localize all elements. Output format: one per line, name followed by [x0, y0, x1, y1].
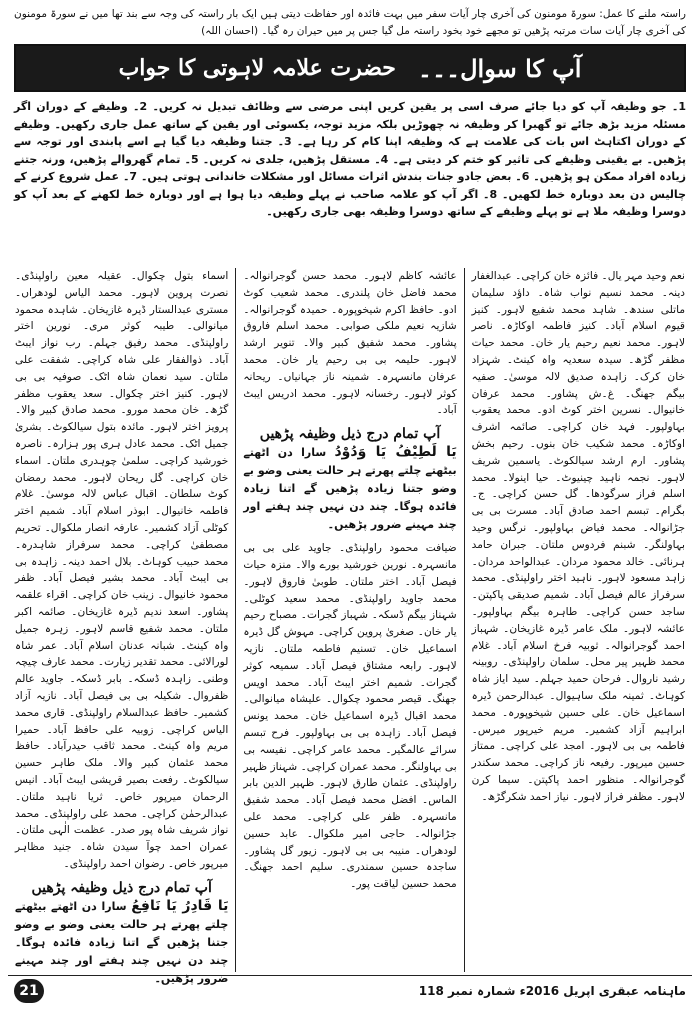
wazifa-arabic: یَا لَطِیْفُ یَا وَدُوْدُ [334, 444, 457, 461]
names-list: نعم وحید مہر یال۔ فائزہ خان کراچی۔ عبدالغفار دینہ۔ محمد نسیم نواب شاہ۔ داؤد سلیمان ماتلی سندھ۔ شاہد محمد شفیع لاہور۔ کنیز قیوم اسلام آباد۔ کنیز فاطمہ اوکاڑہ۔ ناصر لاہور۔ محمد نعیم رحیم یار خان۔ محمد حیات مظفر گڑھ۔ سیدہ سعدیہ واہ کینٹ۔ شہزاد خان کرک۔ زاہدہ صدیق لالہ موسیٰ۔ صفیہ بیگم جھنگ۔ غ۔ش پشاور۔ محمد عرفان خانیوال۔ نسرین اختر کوٹ ادو۔ محمد یعقوب بہاولپور۔ فہد خان کراچی۔ صائمہ اشرف اوکاڑہ۔ محمد شکیب خان بنوں۔ رحیم بخش پشاور۔ ارم ارشد سیالکوٹ۔ یاسمین شریف لاہور۔ نجمہ ناہید چینیوٹ۔ حیا اینولا۔ محمد اسلم فراز سرگودھا۔ گل حسن کراچی۔ ج۔ بگرام۔ تبسم احمد صادق آباد۔ مسرت بی بی جڑانوالہ۔ محمد فیاض بہاولپور۔ نرگس وحید بہاولنگر۔ شبنم فردوس ملتان۔ جبران حامد ہرنائی۔ خالد محمود مردان۔ عبدالواحد مردان۔ زاہد مسعود لاہور۔ ناہید اختر راولپنڈی۔ محمد سرفراز عالم فیصل آباد۔ شمیم صدیقی پاکپتن۔ ساجد حسن کراچی۔ طاہرہ بیگم بہاولپور۔ عائشہ لاہور۔ ملک عامر ڈیرہ غازیخان۔ شہباز احمد گوجرانوالہ۔ ثوبیہ فرخ اسلام آباد۔ غلام محمد ظہیر پیر محل۔ سلمان راولپنڈی۔ روبینہ رشید ناروال۔ فرحان حمید جہلم۔ سید ایاز شاہ کوہاٹ۔ ثمینہ ملک ساہیوال۔ عبدالرحمن ڈیرہ اسماعیل خان۔ علی حسین شیخوپورہ۔ محمد ابراہیم آزاد کشمیر۔ مریم خیرپور میرس۔ فاطمہ بی بی لاہور۔ امجد علی کراچی۔ ممتاز حسین میرپور۔ رفیعہ ناز کراچی۔ محمد سکندر گوجرانوالہ۔ منظور احمد پاکپتن۔ سیما کرن لاہور۔ مظفر فراز لاہور۔ نیاز احمد شکرگڑھ۔ [471, 270, 685, 803]
section-banner [14, 44, 686, 92]
wazifa-arabic: یَا قَادِرُ یَا نَافِعُ [131, 897, 229, 914]
column-right [465, 268, 692, 972]
top-note: راستہ ملنے کا عمل: سورۃ مومنون کی آخری چار آیات سفر میں بہت فائدہ اور حفاظت دیتی ہیں ایک بار راستہ کی وجہ سے بند تھا میں نے سورۃ مومنون کی آخری چار آیات سات مرتبہ پڑھیں تو مجھے خود بخود راستہ مل گیا جس پر میں حیران رہ گیا۔ (احسان اللہ) [14, 8, 686, 37]
wazifa-text: سارا دن اٹھتے بیٹھتے چلتے پھرتے ہر حالت یعنی وضو بے وضو جتنا پڑھیں گے اتنا زیادہ فائدہ ہوگا۔ چند دن نہیں چند ہفتے اور چند مہینے ضرور پڑھیں۔ [15, 899, 229, 985]
magazine-page [8, 6, 692, 1006]
wazifa-text: سارا دن اٹھتے بیٹھتے چلتے پھرتے ہر حالت یعنی وضو بے وضو جتنا زیادہ پڑھیں گے اتنا زیادہ فائدہ ہوگا۔ چند دن نہیں چند ہفتے اور چند مہینے ضرور پڑھیں۔ [243, 446, 457, 532]
instructions-paragraph: 1۔ جو وظیفہ آپ کو دیا جائے صرف اسی پر یقین کریں اپنی مرضی سے وظائف تبدیل نہ کریں۔ 2۔ وظیفے کے دوران اگر مسئلہ مزید بڑھ جائے تو گھبرا کر وظیفہ نہ چھوڑیں بلکہ مزید توجہ، یکسوئی اور یقین کے ساتھ عمل جاری رکھیں۔ وظیفے کے دوران اکتاہٹ اس بات کی علامت ہے کہ وظیفہ اپنا کام کر رہا ہے۔ 3۔ جتنا وظیفہ دیا گیا ہے اسے پابندی اور توجہ سے پڑھیں۔ بے یقینی وظیفے کی تاثیر کو ختم کر دیتی ہے۔ 4۔ مستقل پڑھیں، جلدی نہ کریں۔ 5۔ تمام گھروالے پڑھیں، ورنہ جتنے زیادہ افراد ممکن ہو پڑھیں۔ 6۔ بعض جادو جنات بندش اثرات مسائل اور مشکلات خاندانی ہوتی ہیں۔ 7۔ عمل شروع کرنے کے چالیس دن بعد دوبارہ خط لکھیں۔ 8۔ اگر آپ کو علامہ صاحب نے پہلے وظیفہ دیا ہوا ہے اور دوبارہ خط لکھنے کے بعد آپ کو دوسرا وظیفہ ملا ہے تو پہلے وظیفے کے ساتھ دوسرا وظیفہ بھی جاری رکھیں۔ [14, 100, 686, 218]
names-list: ضیافت محمود راولپنڈی۔ جاوید علی بی بی مانسہرہ۔ نورین خورشید بورے والا۔ منزہ حیات فیصل آباد۔ اختر ملتان۔ طوبیٰ فاروق لاہور۔ محمد جاوید راولپنڈی۔ محمد سعید کوٹلی۔ شہناز بیگم ڈسکہ۔ شہباز گجرات۔ مصباح رحیم یار خان۔ صغریٰ پروین کراچی۔ مہوش گل ڈیرہ اسماعیل خان۔ تسنیم فاطمہ ملتان۔ نازیہ لاہور۔ رابعہ مشتاق فیصل آباد۔ سمیعہ کوثر گجرات۔ شمیم اختر ایبٹ آباد۔ محمد اویس جھنگ۔ قیصر محمود چکوال۔ علیشاہ میانوالی۔ محمد اقبال ڈیرہ اسماعیل خان۔ محمد یونس فیصل آباد۔ زاہدہ بی بی بہاولپور۔ فرح تبسم سرائے عالمگیر۔ محمد عامر کراچی۔ نفیسہ بی بی بہاولنگر۔ محمد عمران کراچی۔ شہناز ظہیر راولپنڈی۔ عثمان طارق لاہور۔ ظہیر الدین بابر الماس۔ افضل محمد فیصل آباد۔ محمد شفیق مانسہرہ۔ ظفر علی کراچی۔ محمد علی جڑانوالہ۔ حاجی امیر ملکوال۔ عابد حسین لودھراں۔ منیبہ بی بی لاہور۔ زیور گل پشاور۔ ساجدہ حسین سمندری۔ سلیم احمد جھنگ۔ محمد حسین لیاقت پور۔ [243, 542, 457, 891]
wazifa-box [243, 423, 456, 536]
banner-answer: حضرت علامہ لاہوتی کا جواب [118, 55, 396, 81]
page-footer [8, 975, 692, 1006]
magazine-issue: ماہنامہ عبقری اپریل 2016ء شمارہ نمبر 118 [418, 984, 686, 998]
wazifa-heading: آپ تمام درج ذیل وظیفہ پڑھیں [259, 426, 441, 443]
wazifa-heading: آپ تمام درج ذیل وظیفہ پڑھیں [31, 879, 212, 896]
column-left [8, 268, 236, 985]
names-columns [8, 268, 692, 985]
page-number: 21 [14, 979, 44, 1003]
names-list: اسماء بتول چکوال۔ عقیلہ معین راولپنڈی۔ نصرت پروین لاہور۔ محمد الیاس لودھراں۔ مستری عبدالستار ڈیرہ غازیخان۔ شاہدہ محمود میانوالی۔ طیبہ کوثر مری۔ نورین اختر راولپنڈی۔ محمد رفیق جہلم۔ رب نواز ایبٹ آباد۔ ذوالفقار علی شاہ کراچی۔ شفقت علی ملتان۔ سید نعمان شاہ اٹک۔ صوفیہ بی بی لاہور۔ کنیز اختر چکوال۔ سعد یعقوب مظفر گڑھ۔ خان محمد مورو۔ محمد صادق کبیر والا۔ پرویز اختر لاہور۔ مائدہ بتول سیالکوٹ۔ بشریٰ جمیل اٹک۔ محمد عادل ہری پور ہزارہ۔ ناصرہ خورشید کراچی۔ سلمیٰ چوہدری ملتان۔ اسماء خان کراچی۔ گل ریحان لاہور۔ محمد رمضان کوٹ سلطان۔ اقبال عباس لالہ موسیٰ۔ غلام فاطمہ خانیوال۔ ابوذر اسلام آباد۔ شمیم اختر کوٹلی آزاد کشمیر۔ عارفہ انصار ملکوال۔ تحریم مصطفیٰ کراچی۔ محمد سرفراز شاہدرہ۔ محمد حبیب کوہاٹ۔ بلال احمد دینہ۔ زاہدہ بی بی ایبٹ آباد۔ محمد بشیر فیصل آباد۔ ظفر محمود خانیوال۔ زینب خان کراچی۔ اقراء علقمہ پشاور۔ اسعد ندیم ڈیرہ غازیخان۔ صائمہ اکبر ملتان۔ محمد شفیع قاسم لاہور۔ زہرہ جمیل واہ کینٹ۔ شبانہ عدنان اسلام آباد۔ عمر شاہ لورالائی۔ محمد تقدیر زیارت۔ محمد عارف چیچہ وطنی۔ زاہدہ ڈسکہ۔ بابر ڈسکہ۔ جاوید عالم ظفروال۔ شکیلہ بی بی فیصل آباد۔ نازیہ آزاد کشمیر۔ حافظ عبدالسلام راولپنڈی۔ قاری محمد الیاس کراچی۔ زوبیہ علی حافظ آباد۔ حمیرا مریم واہ کینٹ۔ محمد ثاقب حیدرآباد۔ حافظ محمد عثمان کبیر والا۔ ملک طاہر حسین سیالکوٹ۔ رفعت بصیر قریشی ایبٹ آباد۔ انیس الرحمان میرپور خاص۔ ثریا ناہید ملتان۔ عبدالرحمٰن کراچی۔ محمد علی راولپنڈی۔ محمد نواز شریف شاہ پور صدر۔ عظمت الٰہی ملتان۔ عمران احمد چوآ سیدن شاہ۔ جنید مظاہر میرپور خاص۔ رضوان احمد راولپنڈی۔ [15, 270, 229, 870]
wazifa-box [15, 877, 228, 990]
names-list: عائشہ کاظم لاہور۔ محمد حسن گوجرانوالہ۔ محمد فاضل خان پلندری۔ محمد شعیب کوٹ ادو۔ حافظ اکرم شیخوپورہ۔ حمیدہ گوجرانوالہ۔ شازیہ نعیم ملکی صوابی۔ محمد اسلم فاروق پشاور۔ محمد شفیق کبیر والا۔ تنویر ارشد لاہور۔ حلیمہ بی بی رحیم یار خان۔ محمد عرفان مانسہرہ۔ شمینہ ناز جہانیاں۔ ریحانہ کوثر لاہور۔ رخسانہ لاہور۔ محمد ادریس ایبٹ آباد۔ [243, 270, 457, 417]
banner-question: آپ کا سوال۔۔۔ [417, 53, 582, 83]
column-middle [236, 268, 464, 972]
